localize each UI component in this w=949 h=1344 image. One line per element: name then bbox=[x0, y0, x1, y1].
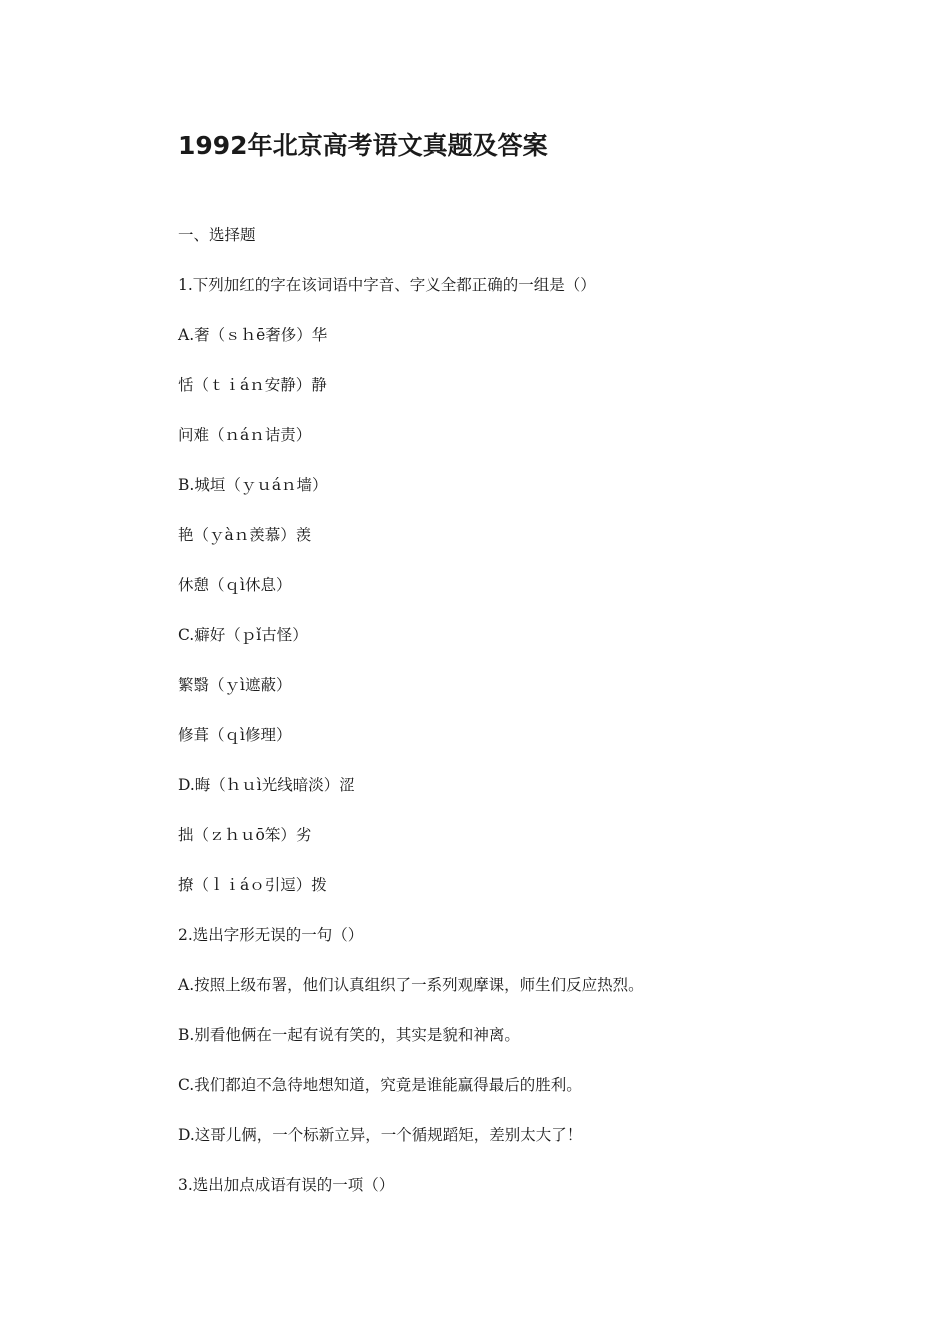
document-title: 1992年北京高考语文真题及答案 bbox=[178, 131, 548, 160]
question-1-option-d-line-2: 拙（ｚｈｕō笨）劣 bbox=[178, 826, 312, 844]
question-1-option-b-line-1: B.城垣（ｙｕáｎ墙） bbox=[178, 476, 328, 494]
question-1-option-a-line-3: 问难（ｎáｎ诘责） bbox=[178, 426, 312, 444]
document-body bbox=[178, 221, 878, 1221]
question-2-option-a: A.按照上级布署，他们认真组织了一系列观摩课，师生们反应热烈。 bbox=[178, 976, 644, 994]
question-1-option-d-line-3: 撩（ｌｉáｏ引逗）拨 bbox=[178, 876, 327, 894]
question-1-option-c-line-2: 繁翳（ｙì遮蔽） bbox=[178, 676, 292, 694]
question-1-option-d-line-1: D.晦（ｈｕì光线暗淡）涩 bbox=[178, 776, 355, 794]
question-2-option-c: C.我们都迫不急待地想知道，究竟是谁能赢得最后的胜利。 bbox=[178, 1076, 582, 1094]
question-1-option-c-line-1: C.癖好（ｐǐ古怪） bbox=[178, 626, 308, 644]
question-1-option-c-line-3: 修葺（ｑì修理） bbox=[178, 726, 292, 744]
question-1-option-b-line-2: 艳（ｙàｎ羡慕）羡 bbox=[178, 526, 312, 544]
question-2-option-d: D.这哥儿俩，一个标新立异，一个循规蹈矩，差别太大了！ bbox=[178, 1126, 583, 1144]
question-1-option-a-line-1: A.奢（ｓｈē奢侈）华 bbox=[178, 326, 328, 344]
question-1-option-a-line-2: 恬（ｔｉáｎ安静）静 bbox=[178, 376, 327, 394]
question-2-option-b: B.别看他俩在一起有说有笑的，其实是貌和神离。 bbox=[178, 1026, 520, 1044]
question-1: 1.下列加红的字在该词语中字音、字义全都正确的一组是（） bbox=[178, 276, 596, 294]
question-2: 2.选出字形无误的一句（） bbox=[178, 926, 364, 944]
question-3: 3.选出加点成语有误的一项（） bbox=[178, 1176, 395, 1194]
question-1-option-b-line-3: 休憩（ｑì休息） bbox=[178, 576, 292, 594]
section-heading: 一、选择题 bbox=[178, 226, 256, 244]
